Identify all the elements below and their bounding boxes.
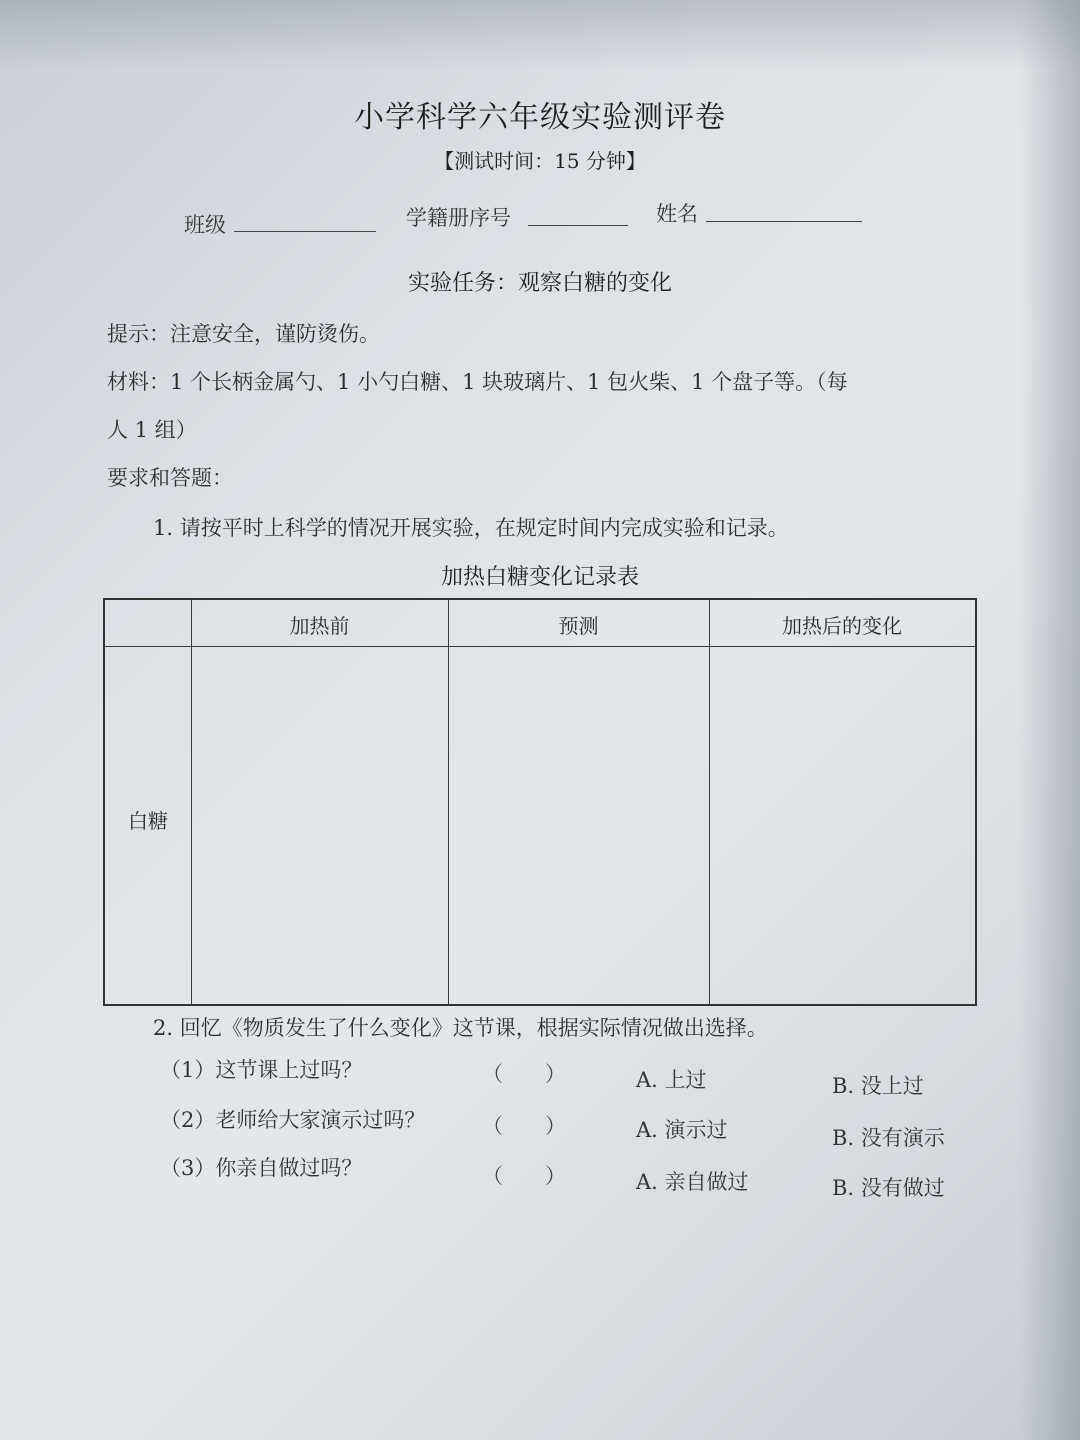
- q2-item-2-option-a[interactable]: A. 演示过: [636, 1118, 728, 1142]
- header-prediction: 预测: [558, 614, 599, 638]
- q2-item-2-question: （2）老师给大家演示过吗？: [160, 1108, 426, 1132]
- photo-shadow-right: [1020, 0, 1080, 1440]
- materials-line-1: 材料：1 个长柄金属勺、1 小勺白糖、1 块玻璃片、1 包火柴、1 个盘子等。（每: [107, 370, 848, 394]
- materials-line-2: 人 1 组）: [107, 418, 197, 442]
- header-before-heating: 加热前: [289, 614, 350, 638]
- class-blank-line[interactable]: [234, 230, 376, 232]
- task-heading: 实验任务：观察白糖的变化: [407, 271, 672, 296]
- cell-prediction[interactable]: [450, 648, 707, 1002]
- name-label: 姓名: [656, 202, 698, 226]
- q2-item-1-answer-blank[interactable]: （ ）: [482, 1062, 566, 1086]
- row-label-sugar: 白糖: [128, 809, 168, 833]
- question-1: 1. 请按平时上科学的情况开展实验，在规定时间内完成实验和记录。: [153, 516, 789, 540]
- table-col-divider: [448, 600, 449, 1004]
- q2-item-1-option-a[interactable]: A. 上过: [636, 1068, 707, 1092]
- roll-number-label: 学籍册序号: [406, 206, 511, 230]
- safety-tip: 提示：注意安全，谨防烫伤。: [107, 322, 380, 346]
- q2-item-1-option-b[interactable]: B. 没上过: [832, 1074, 924, 1098]
- table-header-divider: [105, 646, 975, 647]
- q2-item-2-answer-blank[interactable]: （ ）: [482, 1114, 566, 1138]
- cell-before-heating[interactable]: [193, 648, 446, 1002]
- name-blank-line[interactable]: [706, 220, 862, 222]
- header-after-heating: 加热后的变化: [782, 614, 902, 638]
- question-2-prompt: 2. 回忆《物质发生了什么变化》这节课，根据实际情况做出选择。: [153, 1016, 768, 1040]
- q2-item-3-question: （3）你亲自做过吗？: [160, 1156, 363, 1180]
- record-table: [103, 598, 977, 1006]
- roll-number-blank-line[interactable]: [528, 224, 628, 226]
- q2-item-1-question: （1）这节课上过吗？: [160, 1058, 363, 1082]
- class-label: 班级: [184, 213, 226, 237]
- q2-item-3-option-a[interactable]: A. 亲自做过: [636, 1170, 749, 1194]
- q2-item-2-option-b[interactable]: B. 没有演示: [832, 1126, 945, 1150]
- table-caption: 加热白糖变化记录表: [440, 565, 639, 590]
- photo-shadow-top: [0, 0, 1080, 70]
- q2-item-3-answer-blank[interactable]: （ ）: [482, 1164, 566, 1188]
- q2-item-3-option-b[interactable]: B. 没有做过: [832, 1176, 945, 1200]
- table-col-divider: [709, 600, 710, 1004]
- time-limit: 【测试时间：15 分钟】: [434, 149, 646, 173]
- table-col-divider: [191, 600, 192, 1004]
- requirements-heading: 要求和答题：: [107, 466, 233, 490]
- page-title: 小学科学六年级实验测评卷: [354, 100, 726, 135]
- cell-after-heating[interactable]: [711, 648, 973, 1002]
